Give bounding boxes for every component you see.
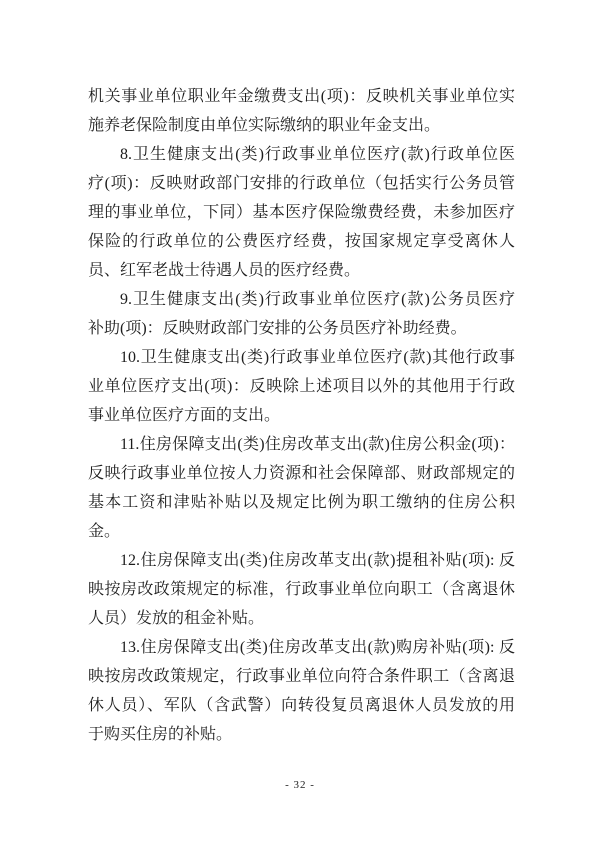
text-line: 8.卫生健康支出(类)行政事业单位医疗(款)行政单位医 [120, 146, 515, 163]
text-line: 于购买住房的补贴。 [88, 726, 233, 743]
text-line: 12.住房保障支出(类)住房改革支出(款)提租补贴(项): 反 [120, 552, 515, 569]
text-line: 疗(项)：反映财政部门安排的行政单位（包括实行公务员管 [88, 175, 515, 192]
text-line: 业单位医疗支出(项)：反映除上述项目以外的其他用于行政 [88, 378, 515, 395]
body-text [88, 82, 515, 749]
text-line: 休人员）、军队（含武警）向转役复员离退休人员发放的用 [88, 697, 515, 714]
text-line: 机关事业单位职业年金缴费支出(项)：反映机关事业单位实 [88, 88, 515, 105]
text-line: 11.住房保障支出(类)住房改革支出(款)住房公积金(项)： [120, 436, 515, 453]
text-line: 13.住房保障支出(类)住房改革支出(款)购房补贴(项): 反 [120, 639, 515, 656]
text-line: 10.卫生健康支出(类)行政事业单位医疗(款)其他行政事 [120, 349, 515, 366]
text-line: 人员）发放的租金补贴。 [88, 610, 265, 627]
text-line: 补助(项)：反映财政部门安排的公务员医疗补助经费。 [88, 320, 467, 337]
text-line: 基本工资和津贴补贴以及规定比例为职工缴纳的住房公积 [88, 494, 515, 511]
text-line: 保险的行政单位的公费医疗经费，按国家规定享受离休人 [88, 233, 515, 250]
text-line: 映按房改政策规定，行政事业单位向符合条件职工（含离退 [88, 668, 515, 685]
text-line: 映按房改政策规定的标准，行政事业单位向职工（含离退休 [88, 581, 515, 598]
page-number: - 32 - [285, 779, 315, 791]
text-line: 9.卫生健康支出(类)行政事业单位医疗(款)公务员医疗 [120, 291, 515, 308]
text-line: 金。 [88, 523, 121, 540]
text-line: 事业单位医疗方面的支出。 [88, 407, 281, 424]
text-line: 施养老保险制度由单位实际缴纳的职业年金支出。 [88, 117, 441, 134]
text-line: 理的事业单位，下同）基本医疗保险缴费经费，未参加医疗 [88, 204, 515, 221]
text-line: 员、红军老战士待遇人员的医疗经费。 [88, 262, 361, 279]
text-line: 反映行政事业单位按人力资源和社会保障部、财政部规定的 [88, 465, 515, 482]
